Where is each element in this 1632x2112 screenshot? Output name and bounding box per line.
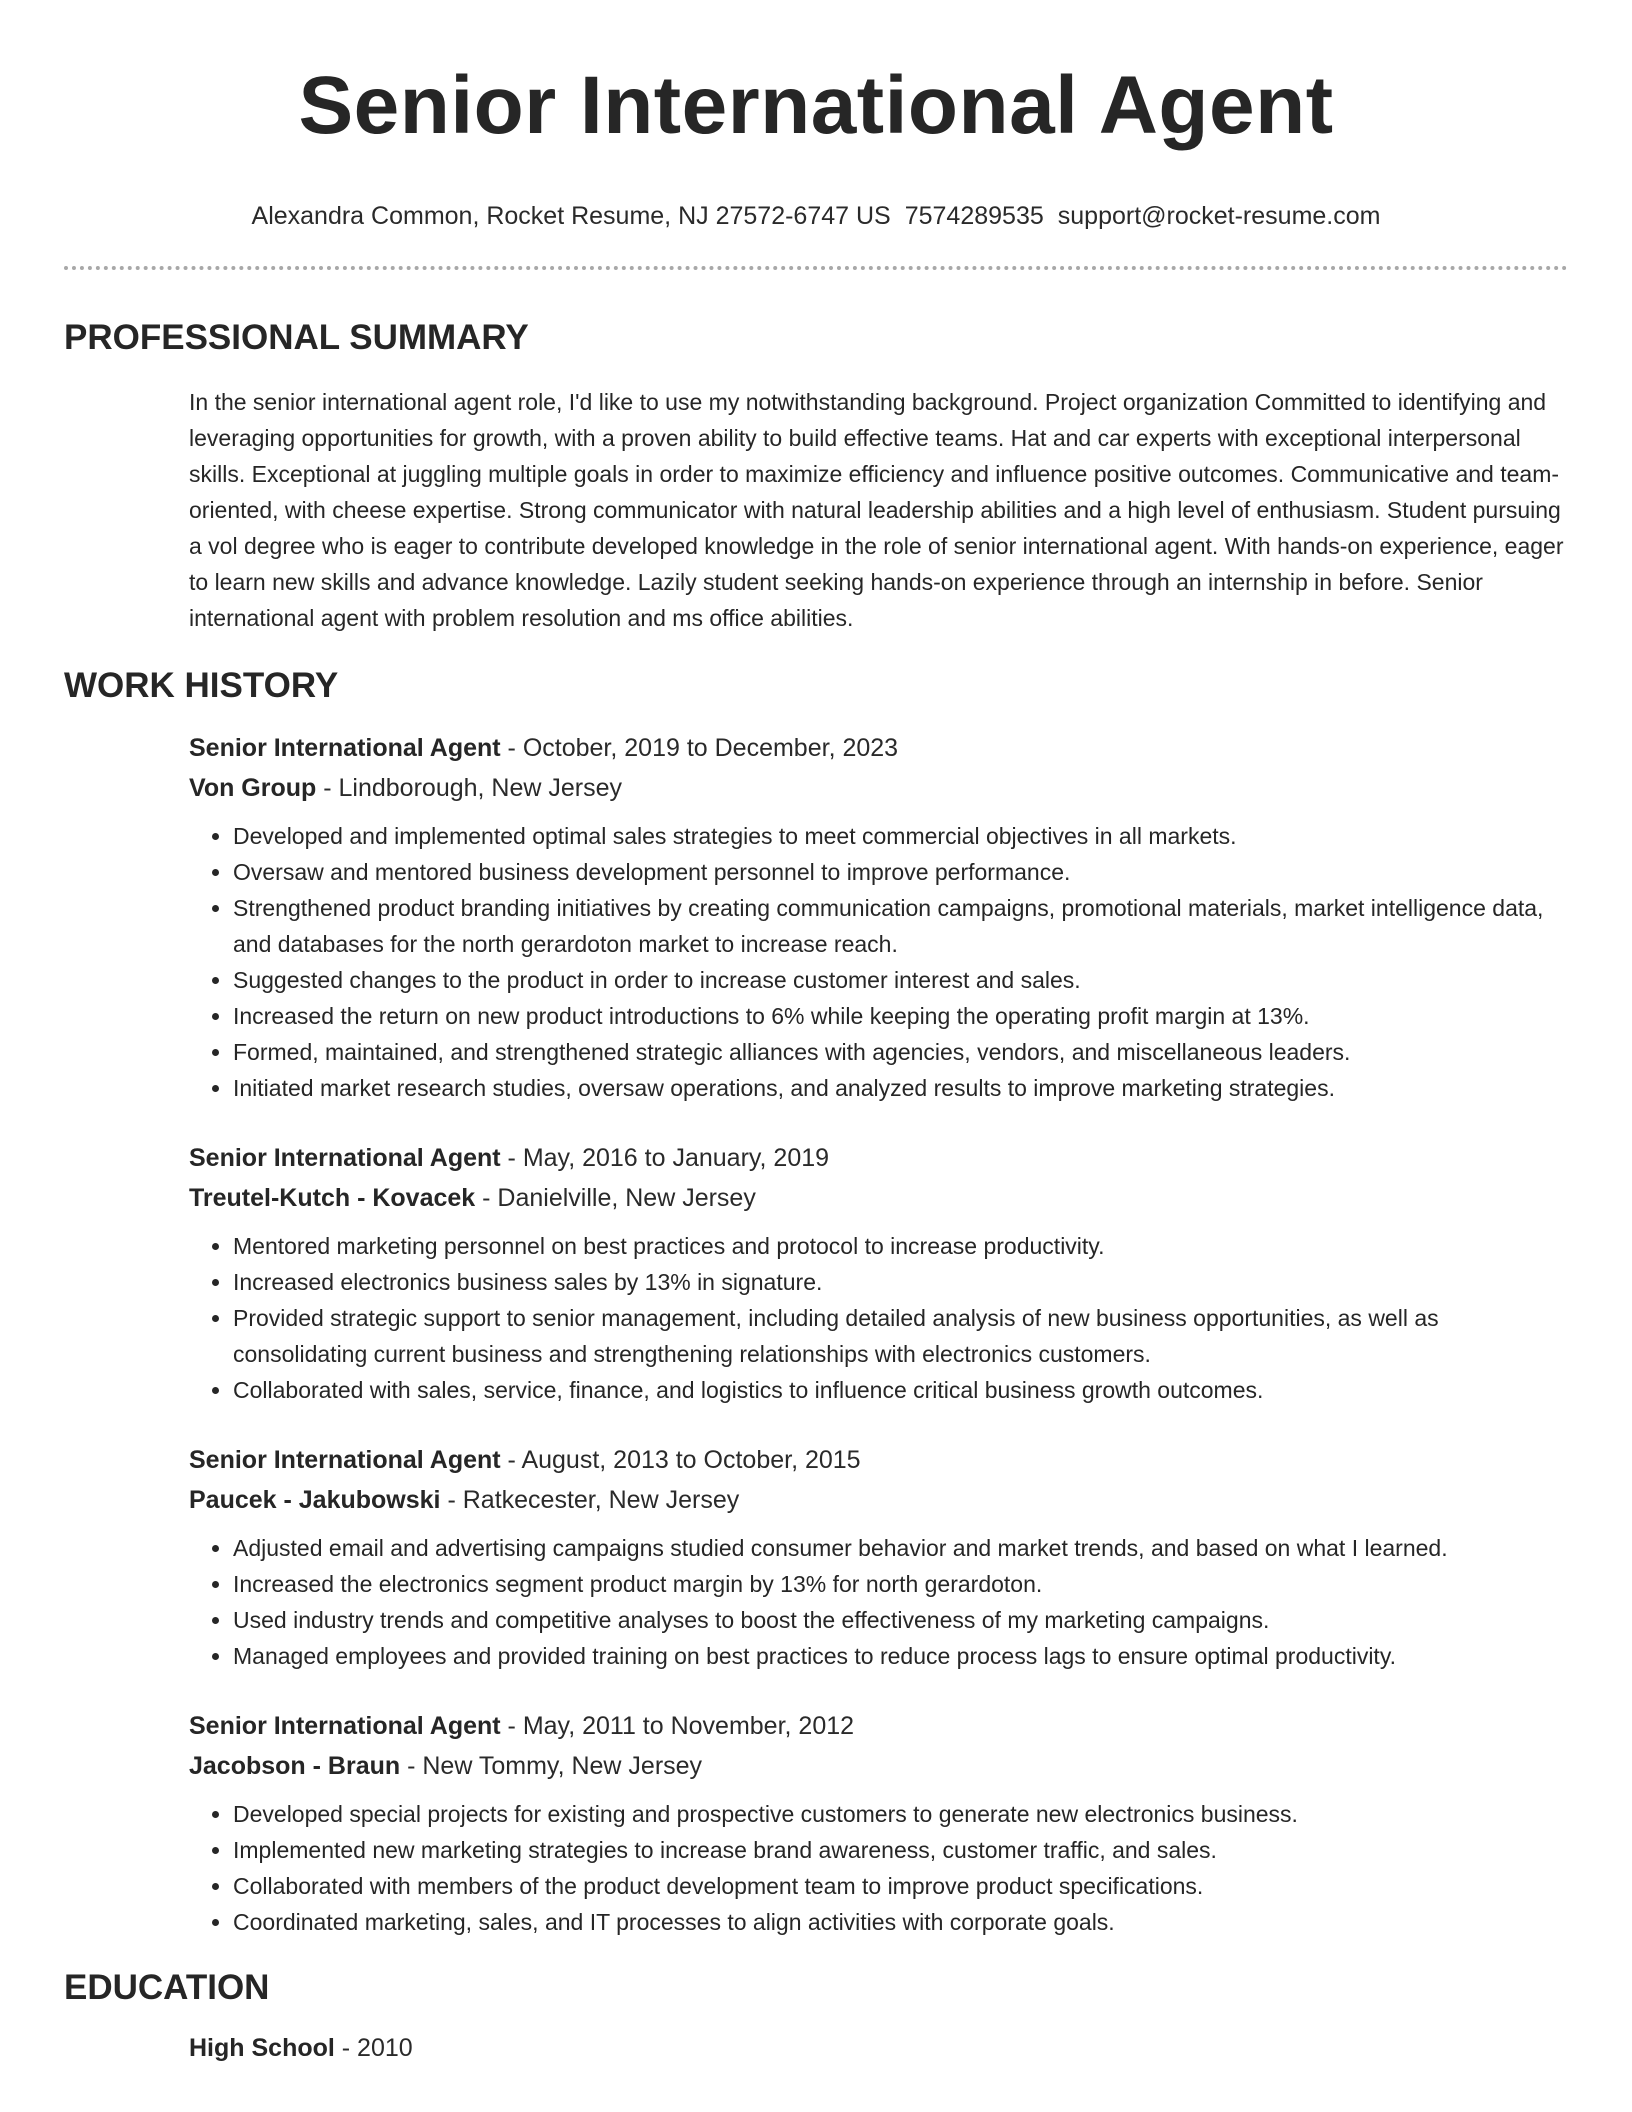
contact-address: Alexandra Common, Rocket Resume, NJ 27572-6747 US (251, 202, 891, 230)
job-role: Senior International Agent (189, 1446, 501, 1474)
job-company: Von Group (189, 774, 317, 802)
job-bullet: • Initiated market research studies, oversaw operations, and analyzed results to improve marketing strategies. (233, 1070, 1568, 1106)
job-bullet: • Coordinated marketing, sales, and IT processes to align activities with corporate goals. (233, 1904, 1568, 1940)
job-bullet: • Oversaw and mentored business development personnel to improve performance. (233, 854, 1568, 890)
job-entry (189, 1440, 1568, 1674)
job-role: Senior International Agent (189, 1712, 501, 1740)
job-entry (189, 728, 1568, 1106)
job-bullet: • Suggested changes to the product in order to increase customer interest and sales. (233, 962, 1568, 998)
education-degree: High School (189, 2034, 335, 2062)
resume-name-title: Senior International Agent (298, 60, 1334, 151)
job-bullet: • Collaborated with members of the product development team to improve product specifications. (233, 1868, 1568, 1904)
job-dates: - October, 2019 to December, 2023 (500, 734, 899, 762)
job-bullets (189, 1796, 1568, 1940)
job-dates: - August, 2013 to October, 2015 (500, 1446, 861, 1474)
header-divider (64, 266, 1568, 270)
job-company-line (189, 1746, 1568, 1786)
job-role: Senior International Agent (189, 734, 501, 762)
job-bullet: • Adjusted email and advertising campaigns studied consumer behavior and market trends, and based on what I learned. (233, 1530, 1568, 1566)
job-bullet: • Formed, maintained, and strengthened strategic alliances with agencies, vendors, and miscellaneous leaders. (233, 1034, 1568, 1070)
job-company-line (189, 1480, 1568, 1520)
contact-phone: 7574289535 (904, 202, 1044, 230)
job-title-line (189, 1138, 1568, 1178)
contact-email: support@rocket-resume.com (1057, 202, 1381, 230)
job-location: - New Tommy, New Jersey (400, 1752, 703, 1780)
job-dates: - May, 2016 to January, 2019 (500, 1144, 830, 1172)
job-bullet: • Developed special projects for existing and prospective customers to generate new electronics business. (233, 1796, 1568, 1832)
section-title-work-history: WORK HISTORY (64, 666, 339, 705)
job-bullet: • Increased electronics business sales by 13% in signature. (233, 1264, 1568, 1300)
job-company: Jacobson - Braun (189, 1752, 401, 1780)
job-bullet: • Increased the electronics segment product margin by 13% for north gerardoton. (233, 1566, 1568, 1602)
job-bullet: • Mentored marketing personnel on best practices and protocol to increase productivity. (233, 1228, 1568, 1264)
education-year: - 2010 (334, 2034, 413, 2062)
section-title-summary: PROFESSIONAL SUMMARY (64, 318, 529, 357)
job-bullet: • Managed employees and provided training on best practices to reduce process lags to ensure optimal productivity. (233, 1638, 1568, 1674)
education-entry (189, 2028, 1568, 2068)
job-company: Paucek - Jakubowski (189, 1486, 441, 1514)
job-role: Senior International Agent (189, 1144, 501, 1172)
job-bullet: • Developed and implemented optimal sales strategies to meet commercial objectives in all markets. (233, 818, 1568, 854)
job-bullet: • Implemented new marketing strategies to increase brand awareness, customer traffic, and sales. (233, 1832, 1568, 1868)
section-title-education: EDUCATION (64, 1968, 270, 2007)
job-title-line (189, 1440, 1568, 1480)
job-bullet: • Increased the return on new product introductions to 6% while keeping the operating profit margin at 13%. (233, 998, 1568, 1034)
job-bullets (189, 818, 1568, 1106)
job-company: Treutel-Kutch - Kovacek (189, 1184, 476, 1212)
job-bullets (189, 1228, 1568, 1408)
contact-line (0, 200, 1632, 232)
job-location: - Danielville, New Jersey (475, 1184, 756, 1212)
job-bullet: • Collaborated with sales, service, finance, and logistics to influence critical business growth outcomes. (233, 1372, 1568, 1408)
job-title-line (189, 1706, 1568, 1746)
job-bullet: • Strengthened product branding initiatives by creating communication campaigns, promotional materials, market intelligence data, and databases for the north gerardoton market to increase reach. (233, 890, 1568, 962)
job-bullet: • Used industry trends and competitive analyses to boost the effectiveness of my marketing campaigns. (233, 1602, 1568, 1638)
job-entry (189, 1706, 1568, 1940)
job-location: - Lindborough, New Jersey (316, 774, 623, 802)
job-company-line (189, 1178, 1568, 1218)
job-bullets (189, 1530, 1568, 1674)
summary-text: In the senior international agent role, I'd like to use my notwithstanding background. Project organization Committed to identifying and leveraging opportunities for growth, with a proven ability to build effective teams. Hat and car experts with exceptional interpersonal skills. Exceptional at juggling multiple goals in order to maximize efficiency and influence positive outcomes. Communicative and team-oriented, with cheese expertise. Strong communicator with natural leadership abilities and a high level of enthusiasm. Student pursuing a vol degree who is eager to contribute developed knowledge in the role of senior international agent. With hands-on experience, eager to learn new skills and advance knowledge. Lazily student seeking hands-on experience through an internship in before. Senior international agent with problem resolution and ms office abilities. (189, 389, 1564, 631)
job-bullet: • Provided strategic support to senior management, including detailed analysis of new business opportunities, as well as consolidating current business and strengthening relationships with electronics customers. (233, 1300, 1568, 1372)
job-dates: - May, 2011 to November, 2012 (500, 1712, 855, 1740)
job-company-line (189, 768, 1568, 808)
job-location: - Ratkecester, New Jersey (440, 1486, 740, 1514)
job-title-line (189, 728, 1568, 768)
job-entry (189, 1138, 1568, 1408)
